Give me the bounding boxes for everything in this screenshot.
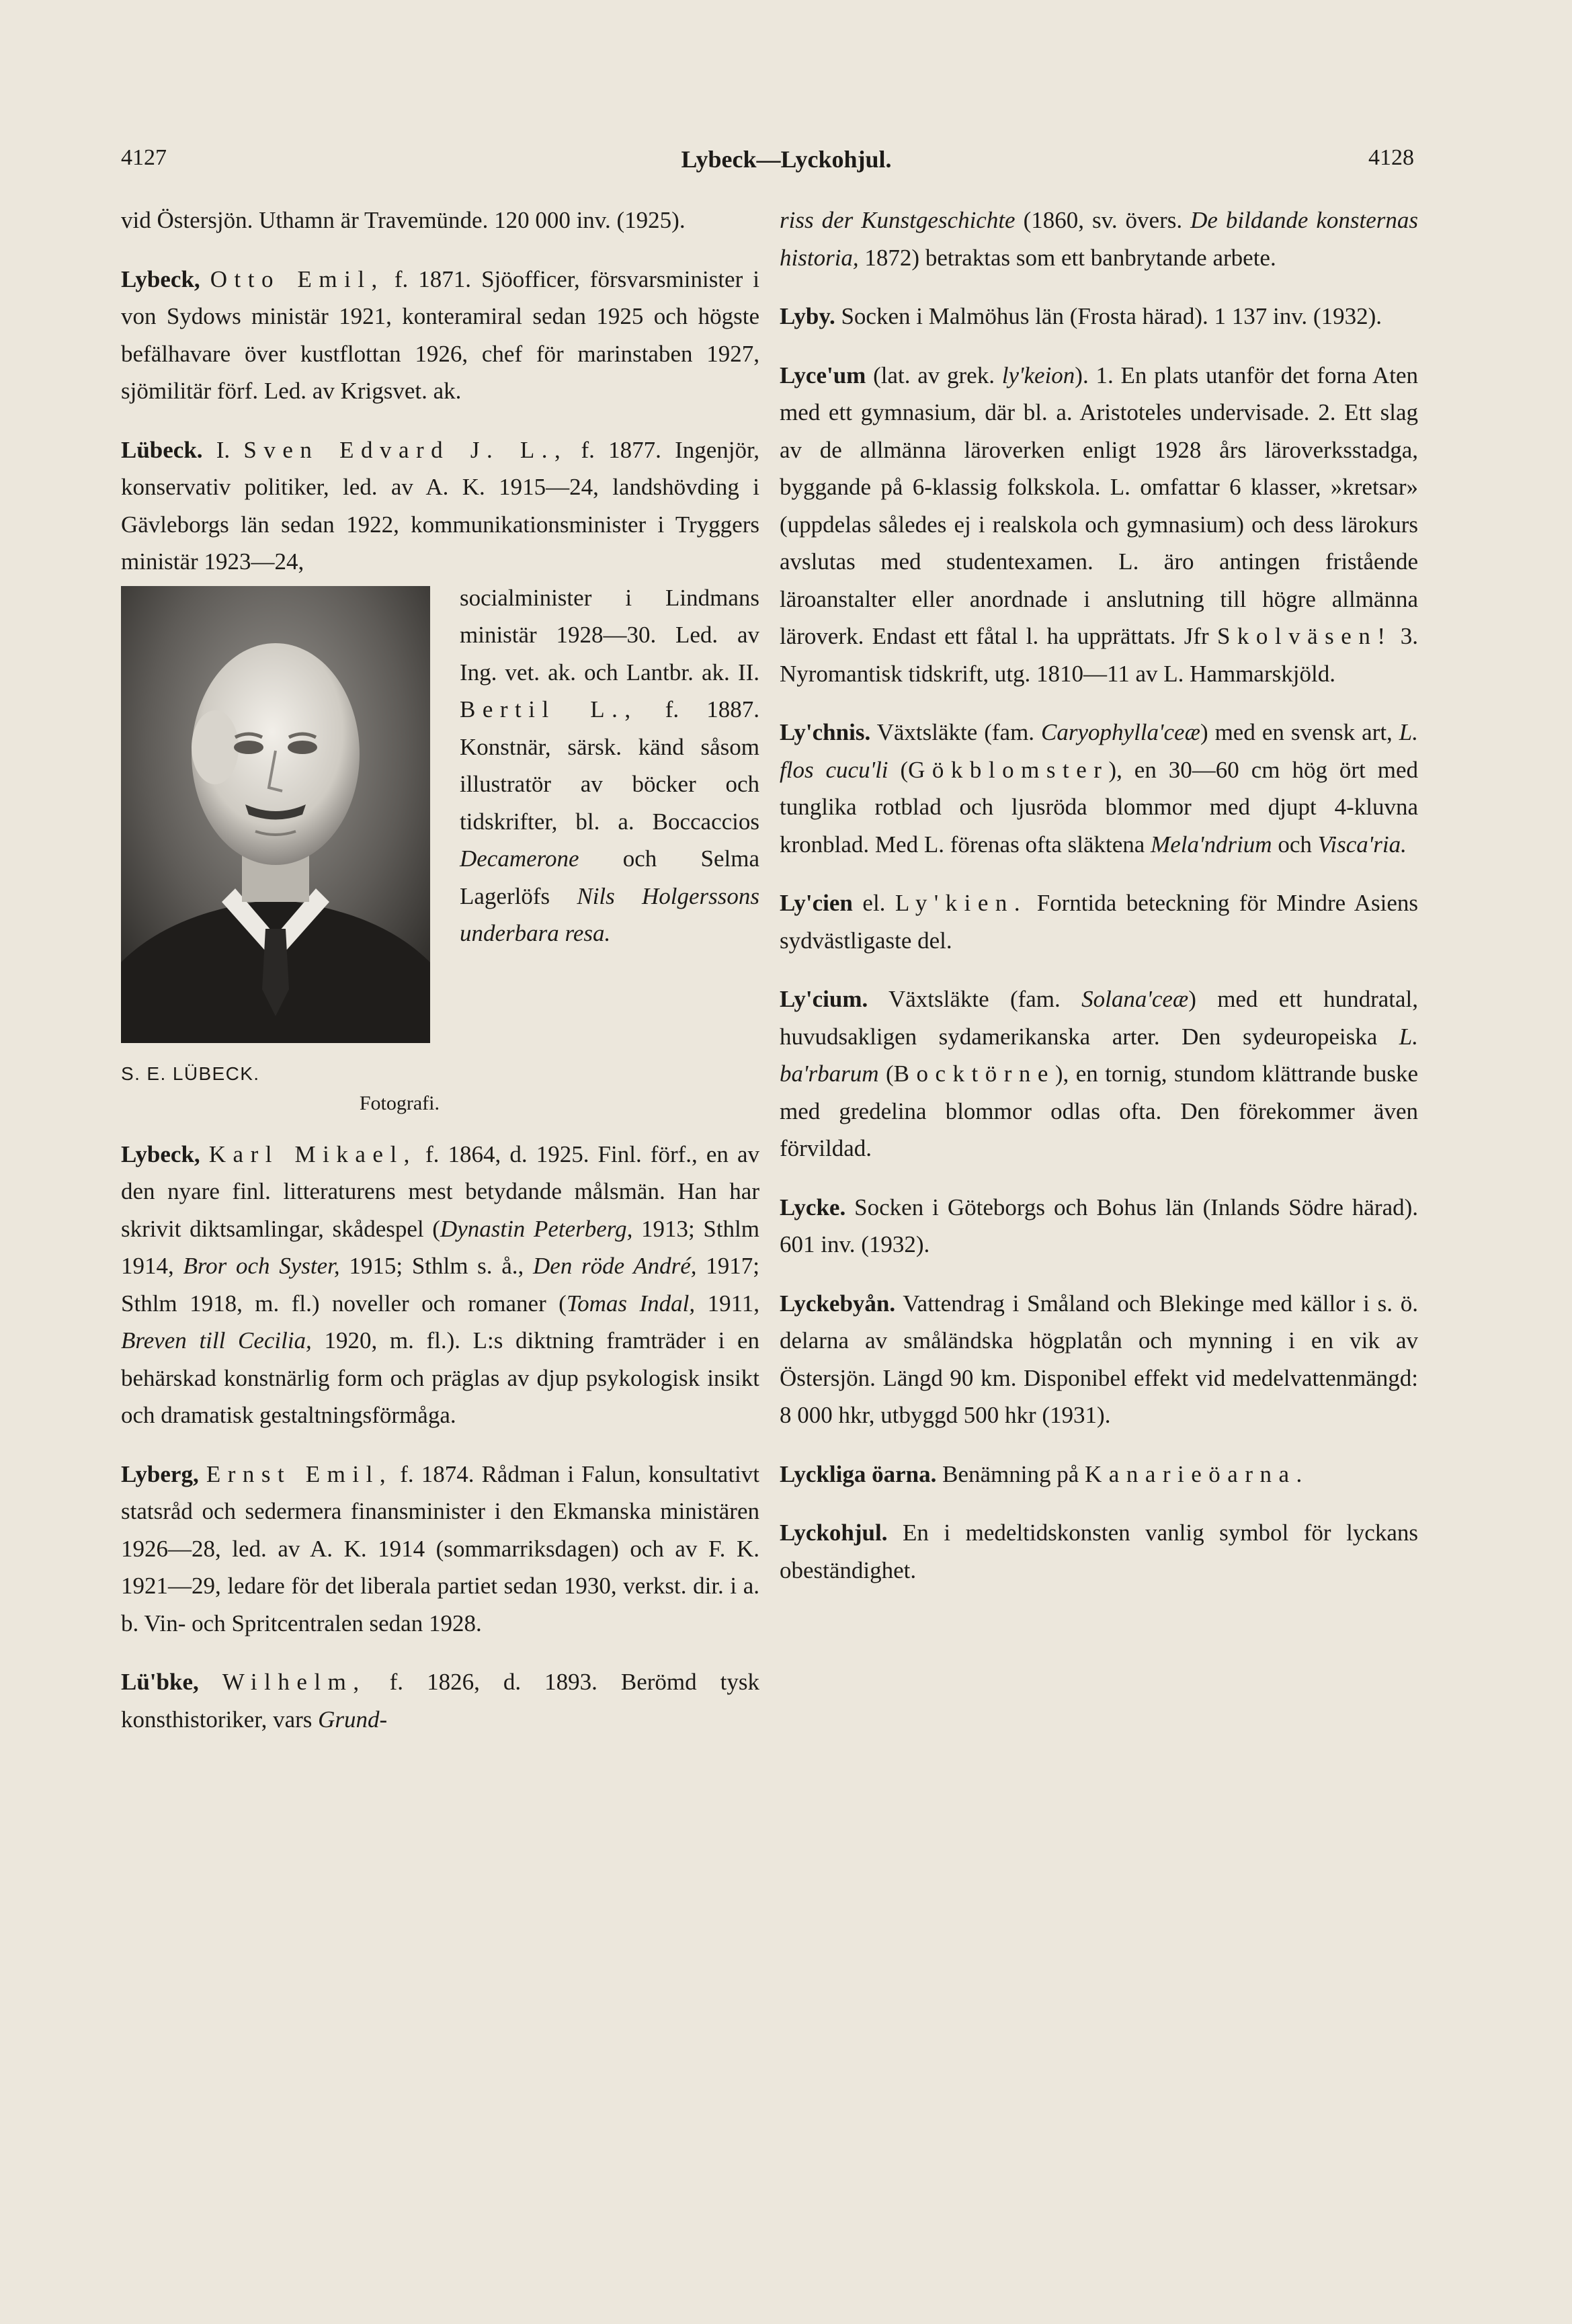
- entry-headword: Lyby.: [780, 303, 835, 329]
- entry-headword: Lyckliga öarna.: [780, 1460, 937, 1487]
- spaced-term: Kanarieöarna.: [1085, 1460, 1309, 1487]
- entry-text: Forntida beteckning för Mindre Asiens sydvästligaste del.: [780, 890, 1419, 954]
- work-title: Den röde André,: [533, 1253, 697, 1279]
- work-title: Decamerone: [460, 845, 579, 872]
- entry-text: el.: [862, 890, 886, 916]
- entry-lybeck-otto: [121, 261, 759, 410]
- entry-headword: Lybeck,: [121, 265, 200, 292]
- entry-continuation: [121, 202, 759, 239]
- term-italic: L. flos cucu'li: [780, 719, 1419, 783]
- term-italic: L. ba'rbarum: [780, 1023, 1418, 1087]
- entry-text: Vattendrag i Småland och Blekinge med källor i s. ö. delarna av småländska högplatån och mynning i en vik av Östersjön. Längd 90 km. Disponibel effekt vid medelvattenmängd: 8 000 hkr, utbyggd 500 hkr (1931).: [780, 1290, 1418, 1428]
- entry-headword: Lyberg,: [121, 1460, 199, 1487]
- term-italic: Solana'ceæ: [1081, 986, 1189, 1012]
- entry-name: Wilhelm,: [222, 1669, 366, 1695]
- continuation-text: vid Östersjön. Uthamn är Travemünde. 120 000 inv. (1925).: [121, 207, 686, 233]
- entry-text: (: [885, 1061, 894, 1087]
- entry-text: ). 1. En plats utanför det forna Aten med ett gymnasium, där bl. a. Aristoteles undervisade. 2. Ett slag av de allmänna läroverken enligt 1928 års läroverksstadga, byggande på 6-klassig folkskola. L. omfattar 6 klasser, »kretsar» (uppdelas således ej i realskola och gymnasium) och dess lärokurs avslutas med studentexamen. L. äro antingen fristående läroanstalter eller anordnade i anslutning till högre allmänna läroverk. Endast ett fåtal l. ha upprättats. Jfr: [780, 362, 1419, 649]
- wrapped-text: [460, 579, 759, 1114]
- term-italic: Visca'ria.: [1317, 831, 1407, 858]
- entry-text: ), en tornig, stundom klättrande buske med gredelina blommor odlas ofta. Den förekommer även förvildad.: [780, 1061, 1419, 1161]
- entry-text: och: [1278, 831, 1312, 858]
- entry-text: Socken i Malmöhus län (Frosta härad). 1 137 inv. (1932).: [841, 303, 1382, 329]
- portrait-caption-name: S. E. LÜBECK.: [121, 1063, 260, 1084]
- entry-text: f. 1826, d. 1893. Berömd tysk konsthistoriker, vars: [121, 1669, 760, 1733]
- right-column: [780, 202, 1418, 1610]
- portrait-figure: [121, 579, 444, 1114]
- entry-lyckliga-oarna: [780, 1456, 1418, 1493]
- entry-name: Otto Emil,: [210, 265, 384, 292]
- work-title: Grund-: [318, 1706, 388, 1733]
- entry-text: och Selma Lagerlöfs: [460, 845, 759, 909]
- entry-text: 1911,: [707, 1290, 760, 1317]
- entry-headword: Lyce'um: [780, 362, 866, 388]
- cross-reference: Skolväsen!: [1216, 623, 1393, 649]
- entry-lyby: [780, 298, 1418, 335]
- entry-text: socialminister i Lindmans ministär 1928—30. Led. av Ing. vet. ak. och Lantbr. ak.: [460, 584, 759, 686]
- work-title: Breven till Cecilia,: [121, 1327, 312, 1354]
- portrait-caption-source: Fotografi.: [359, 1091, 440, 1114]
- entry-text: f. 1877. Ingenjör, konservativ politiker, led. av A. K. 1915—24, landshövding i Gävleborgs län sedan 1922, kommunikationsminister i Tryggers ministär 1923—24,: [121, 436, 759, 575]
- entry-text: f. 1871. Sjöofficer, försvarsminister i von Sydows ministär 1921, konteramiral sedan 1925 och högste befälhavare över kustflottan 1926, chef för marinstaben 1927, sjömilitär förf. Led. av Krigsvet. ak.: [121, 265, 760, 404]
- portrait-wrap: [121, 579, 759, 1114]
- spaced-term: Ly'kien.: [895, 890, 1028, 916]
- entry-text: (lat. av grek.: [873, 362, 995, 388]
- entry-text: 1915; Sthlm s. å.,: [349, 1253, 524, 1279]
- entry-lycium: [780, 981, 1418, 1167]
- work-title: Nils Holgerssons underbara resa.: [460, 882, 760, 946]
- page-number-right: 4128: [1368, 145, 1414, 170]
- entry-headword: Ly'cien: [780, 890, 853, 916]
- page-number-left: 4127: [121, 145, 167, 170]
- work-title: Tomas Indal,: [566, 1290, 696, 1317]
- entry-text: 3. Nyromantisk tidskrift, utg. 1810—11 av L. Hammarskjöld.: [780, 623, 1418, 687]
- spaced-term: Gökblomster: [908, 756, 1109, 783]
- entry-text: f. 1864, d. 1925. Finl. förf., en av den nyare finl. litteraturens mest betydande målsmän. Han har skrivit diktsamlingar, skådespel (: [121, 1140, 760, 1242]
- entry-text: En i medeltidskonsten vanlig symbol för lyckans obeständighet.: [780, 1520, 1418, 1583]
- entry-number: II.: [737, 659, 759, 686]
- entry-headword: Lyckebyån.: [780, 1290, 896, 1317]
- entry-name: Karl Mikael,: [208, 1140, 417, 1167]
- entry-text: (: [900, 756, 909, 783]
- entry-lycien: [780, 884, 1418, 959]
- term-italic: Caryophylla'ceæ: [1041, 719, 1200, 745]
- entry-lycke: [780, 1189, 1418, 1263]
- term-italic: ly'keion: [1001, 362, 1075, 388]
- entry-name: Ernst Emil,: [206, 1460, 393, 1487]
- spaced-term: Bocktörne: [893, 1061, 1055, 1087]
- entry-headword: Lybeck,: [121, 1140, 200, 1167]
- entry-text: ), en 30—60 cm hög ört med tunglika rotblad och ljusröda blommor med djupt 4-kluvna kronblad. Med L. förenas ofta släktena: [780, 756, 1419, 858]
- entry-text: Socken i Göteborgs och Bohus län (Inlands Södre härad). 601 inv. (1932).: [780, 1194, 1419, 1257]
- entry-headword: Ly'cium.: [780, 986, 868, 1012]
- portrait-photo: [121, 586, 430, 1043]
- entry-headword: Lü'bke,: [121, 1669, 199, 1695]
- entry-headword: Lübeck.: [121, 436, 203, 463]
- work-title: riss der Kunstgeschichte: [780, 207, 1016, 233]
- entry-lyberg: [121, 1456, 759, 1643]
- entry-text: f. 1887. Konstnär, särsk. känd såsom illustratör av böcker och tidskrifter, bl. a. Boccaccios: [460, 696, 760, 835]
- entry-name: Bertil L.,: [460, 696, 638, 722]
- entry-continuation: [780, 202, 1418, 276]
- entry-text: ) med ett hundratal, huvudsakligen sydamerikanska arter. Den sydeuropeiska: [780, 986, 1418, 1050]
- entry-text: ) med en svensk art,: [1200, 719, 1393, 745]
- entry-text: Växtsläkte (fam.: [888, 986, 1061, 1012]
- work-title: De bildande konsternas historia,: [780, 207, 1419, 271]
- term-italic: Mela'ndrium: [1151, 831, 1272, 858]
- entry-lyckebyan: [780, 1285, 1418, 1434]
- entry-text: 1913; Sthlm 1914,: [121, 1215, 759, 1279]
- entry-lubke: [121, 1663, 759, 1738]
- entry-text: Växtsläkte (fam.: [876, 719, 1035, 745]
- entry-headword: Lyckohjul.: [780, 1520, 888, 1546]
- entry-lybeck-karl: [121, 1136, 759, 1434]
- entry-lyckohjul: [780, 1514, 1418, 1589]
- left-column: [121, 202, 759, 1759]
- entry-headword: Ly'chnis.: [780, 719, 871, 745]
- entry-text: 1920, m. fl.). L:s diktning framträder i en behärskad konstnärlig form och präglas av djup psykologisk insikt och dramatisk gestaltningsförmåga.: [121, 1327, 759, 1428]
- work-title: Bror och Syster,: [183, 1253, 340, 1279]
- running-title: Lybeck—Lyckohjul.: [681, 146, 892, 173]
- entry-number: I.: [216, 436, 231, 463]
- entry-lychnis: [780, 714, 1418, 863]
- entry-text: Benämning på: [942, 1460, 1079, 1487]
- entry-name: Sven Edvard J. L.,: [243, 436, 568, 463]
- work-title: Dynastin Peterberg,: [440, 1215, 633, 1242]
- entry-text: 1917; Sthlm 1918, m. fl.) noveller och romaner (: [121, 1253, 760, 1317]
- entry-text: 1872) betraktas som ett banbrytande arbete.: [864, 244, 1276, 271]
- entry-text: (1860, sv. övers.: [1023, 207, 1183, 233]
- entry-lubeck: [121, 431, 759, 581]
- entry-headword: Lycke.: [780, 1194, 846, 1220]
- entry-lyceum: [780, 357, 1418, 693]
- entry-text: f. 1874. Rådman i Falun, konsultativt statsråd och sedermera finansminister i den Ekmanska ministären 1926—28, led. av A. K. 1914 (sommarriksdagen) och av F. K. 1921—29, ledare för det liberala partiet sedan 1930, verkst. dir. i a. b. Vin- och Spritcentralen sedan 1928.: [121, 1460, 760, 1636]
